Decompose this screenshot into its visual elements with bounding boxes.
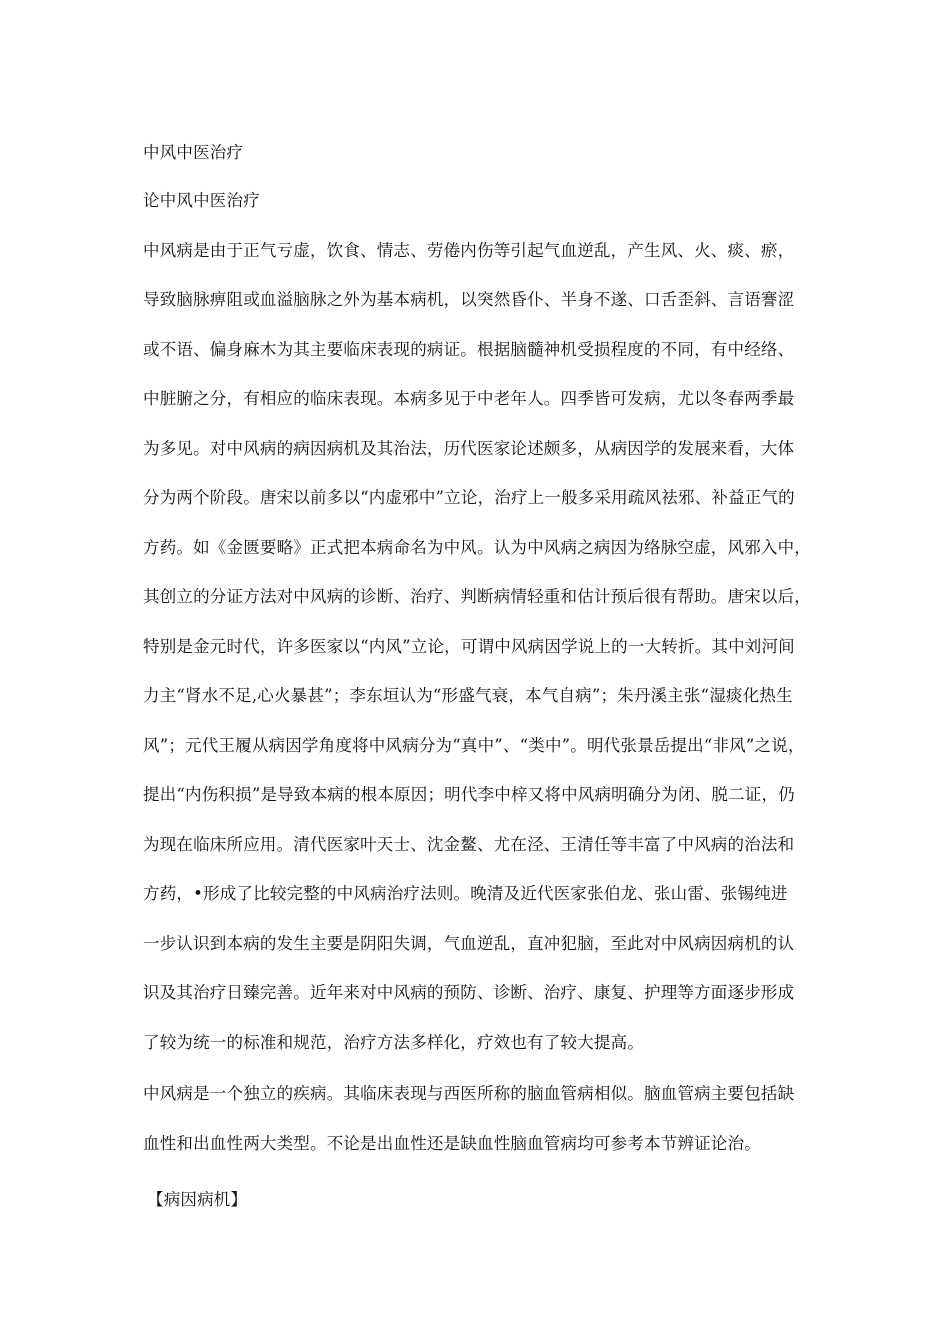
- text-line: 方药。如《金匮要略》正式把本病命名为中风。认为中风病之病因为络脉空虚，风邪入中，: [143, 538, 811, 557]
- document-subtitle: 论中风中医治疗: [143, 191, 260, 210]
- text-line: 力主“肾水不足,心火暴甚”；李东垣认为“形盛气衰，本气自病”；朱丹溪主张“湿痰化热生: [143, 686, 793, 705]
- text-line: 了较为统一的标准和规范，治疗方法多样化，疗效也有了较大提高。: [143, 1033, 644, 1052]
- text-line: 方药，•形成了比较完整的中风病治疗法则。晚清及近代医家张伯龙、张山雷、张锡纯进: [143, 884, 788, 903]
- text-line: 中风病是由于正气亏虚，饮食、情志、劳倦内伤等引起气血逆乱，产生风、火、痰、瘀，: [143, 241, 795, 260]
- text-line: 识及其治疗日臻完善。近年来对中风病的预防、诊断、治疗、康复、护理等方面逐步形成: [143, 983, 795, 1002]
- text-line: 或不语、偏身麻木为其主要临床表现的病证。根据脑髓神机受损程度的不同，有中经络、: [143, 340, 795, 359]
- text-line: 一步认识到本病的发生主要是阴阳失调，气血逆乱，直冲犯脑，至此对中风病因病机的认: [143, 934, 795, 953]
- text-line: 分为两个阶段。唐宋以前多以“内虚邪中”立论，治疗上一般多采用疏风祛邪、补益正气的: [143, 488, 795, 507]
- text-line: 为多见。对中风病的病因病机及其治法，历代医家论述颇多，从病因学的发展来看，大体: [143, 439, 795, 458]
- text-line: 导致脑脉痹阻或血溢脑脉之外为基本病机，以突然昏仆、半身不遂、口舌歪斜、言语謇涩: [143, 290, 795, 309]
- text-line: 其创立的分证方法对中风病的诊断、治疗、判断病情轻重和估计预后很有帮助。唐宋以后，: [143, 587, 811, 606]
- text-line: 为现在临床所应用。清代医家叶天士、沈金鳌、尤在泾、王清任等丰富了中风病的治法和: [143, 835, 795, 854]
- text-line: 特别是金元时代，许多医家以“内风”立论，可谓中风病因学说上的一大转折。其中刘河间: [143, 637, 795, 656]
- text-line: 血性和出血性两大类型。不论是出血性还是缺血性脑血管病均可参考本节辨证论治。: [143, 1134, 761, 1153]
- document-title: 中风中医治疗: [143, 143, 244, 162]
- text-line: 提出“内伤积损”是导致本病的根本原因；明代李中梓又将中风病明确分为闭、脱二证，仍: [143, 785, 795, 804]
- text-line: 风”；元代王履从病因学角度将中风病分为“真中”、“类中”。明代张景岳提出“非风”之说，: [143, 736, 805, 755]
- text-line: 中风病是一个独立的疾病。其临床表现与西医所称的脑血管病相似。脑血管病主要包括缺: [143, 1084, 795, 1103]
- text-line: 中脏腑之分，有相应的临床表现。本病多见于中老年人。四季皆可发病，尤以冬春两季最: [143, 389, 795, 408]
- section-heading: 【病因病机】: [147, 1190, 248, 1209]
